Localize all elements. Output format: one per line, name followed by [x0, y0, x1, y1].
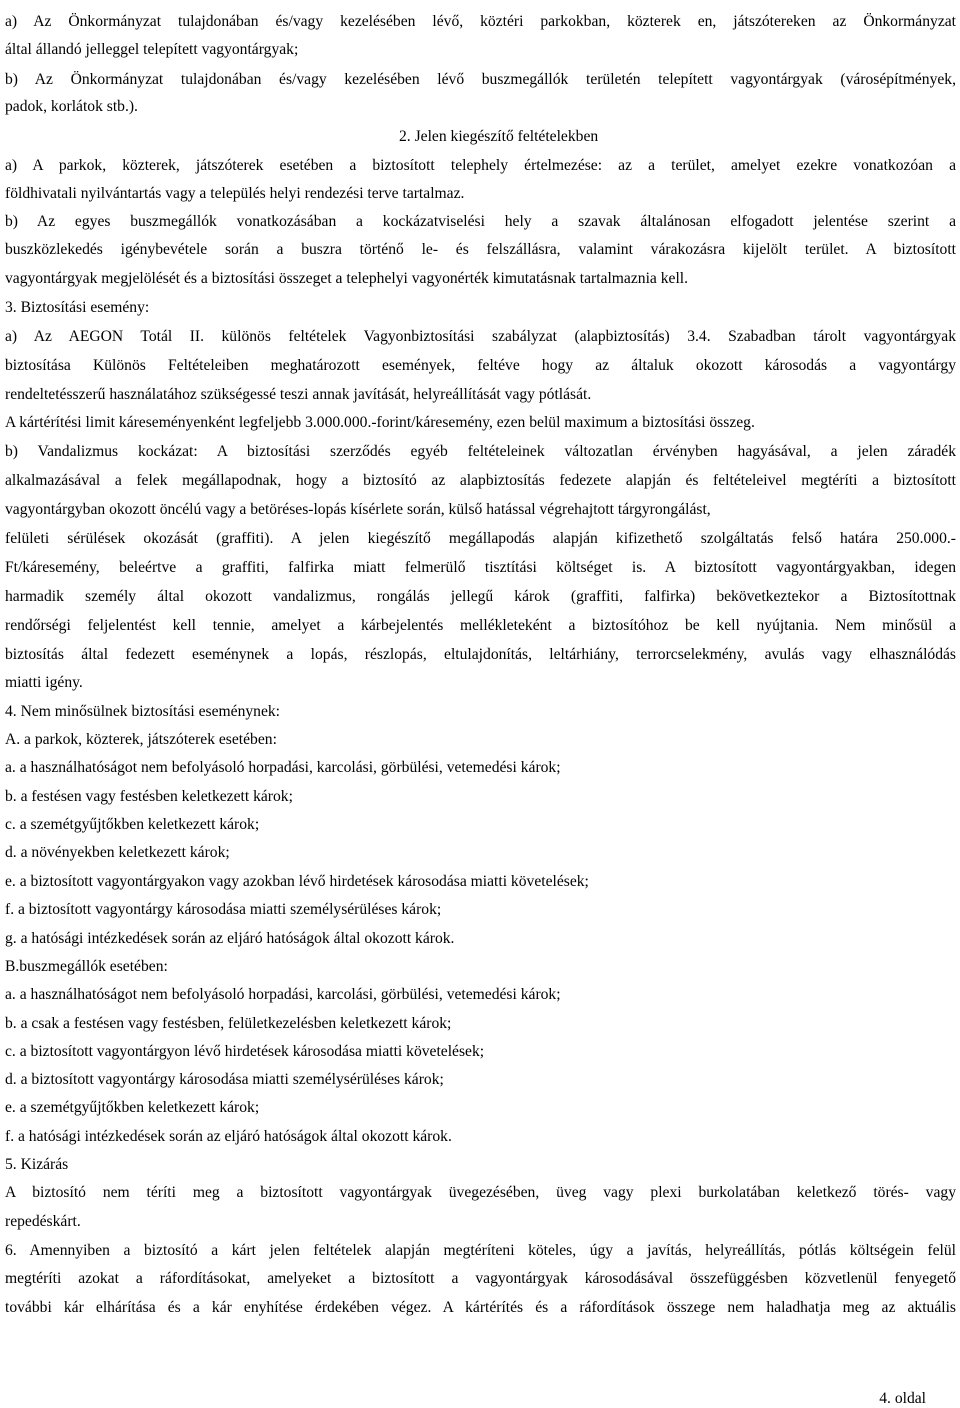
- text-line: 3. Biztosítási esemény:: [5, 299, 150, 316]
- text-line: g. a hatósági intézkedések során az eljáró hatóságok által okozott károk.: [5, 930, 455, 947]
- text-line: e. a szemétgyűjtőkben keletkezett károk;: [5, 1099, 260, 1116]
- text-line: b. a festésen vagy festésben keletkezett károk;: [5, 788, 293, 805]
- text-line: d. a biztosított vagyontárgy károsodása miatti személysérüléses károk;: [5, 1071, 444, 1088]
- text-line: c. a szemétgyűjtőkben keletkezett károk;: [5, 816, 260, 833]
- text-line: a) Az Önkormányzat tulajdonában és/vagy kezelésében lévő, köztéri parkokban, közterek en, játszótereken az Önkormányzat: [5, 13, 956, 30]
- text-line: 2. Jelen kiegészítő feltételekben: [399, 128, 599, 145]
- text-line: 4. Nem minősülnek biztosítási eseménynek:: [5, 703, 281, 720]
- text-line: a. a használhatóságot nem befolyásoló horpadási, karcolási, görbülési, vetemedési károk;: [5, 759, 561, 776]
- text-line: a) A parkok, közterek, játszóterek esetében a biztosított telephely értelmezése: az a terület, amelyet ezekre vonatkozóan a: [5, 157, 956, 174]
- text-line: által állandó jelleggel telepített vagyontárgyak;: [5, 41, 299, 58]
- text-line: harmadik személy által okozott vandalizmus, rongálás jellegű károk (graffiti, falfirka) bekövetkeztekor a Biztosítottnak: [5, 588, 956, 605]
- text-line: b) Az egyes buszmegállók vonatkozásában a kockázatviselési hely a szavak általánosan elfogadott jelentése szerint a: [5, 213, 956, 230]
- text-line: Ft/káresemény, beleértve a graffiti, falfirka miatt felmerülő tisztítási költséget is. A biztosított vagyontárgyakban, idegen: [5, 559, 956, 576]
- text-line: f. a hatósági intézkedések során az eljáró hatóságok által okozott károk.: [5, 1128, 452, 1145]
- text-line: A biztosító nem téríti meg a biztosított vagyontárgyak üvegezésében, üveg vagy plexi burkolatában keletkező törés- vagy: [5, 1184, 956, 1201]
- text-line: megtéríti azokat a ráfordításokat, amelyeket a biztosított a vagyontárgyak károsodásával összefüggésben közvetlenül fenyegető: [5, 1270, 956, 1287]
- text-line: felületi sérülések okozását (graffiti). A jelen kiegészítő megállapodás alapján kifizethető szolgáltatás felső határa 250.000.-: [5, 530, 956, 547]
- text-line: biztosítása Különös Feltételeiben meghatározott események, feltéve hogy az általuk okozott károsodás a vagyontárgy: [5, 357, 956, 374]
- text-line: b) Az Önkormányzat tulajdonában és/vagy kezelésében lévő buszmegállók területén telepített vagyontárgyak (városépítmények,: [5, 71, 956, 88]
- text-line: b) Vandalizmus kockázat: A biztosítási szerződés egyéb feltételeinek változatlan érvényben hagyásával, a jelen záradék: [5, 443, 956, 460]
- text-line: vagyontárgyban okozott öncélú vagy a betöréses-lopás kísérlete során, külső hatással végrehajtott tárgyrongálást,: [5, 501, 711, 518]
- text-line: B.buszmegállók esetében:: [5, 958, 168, 975]
- text-line: biztosítás által fedezett eseménynek a lopás, részlopás, eltulajdonítás, leltárhiány, terrorcselekmény, avulás vagy elhasználódás: [5, 646, 956, 663]
- text-line: repedéskárt.: [5, 1213, 81, 1230]
- text-line: miatti igény.: [5, 674, 83, 691]
- text-line: a. a használhatóságot nem befolyásoló horpadási, karcolási, görbülési, vetemedési károk;: [5, 986, 561, 1003]
- text-line: rendeltetésszerű használatához szükségessé teszi annak javítását, helyreállítását vagy pótlását.: [5, 386, 592, 403]
- text-line: A. a parkok, közterek, játszóterek esetében:: [5, 731, 277, 748]
- text-line: buszközlekedés igénybevétele során a buszra történő le- és felszállásra, valamint várakozásra kijelölt terület. A biztosított: [5, 241, 956, 258]
- text-line: rendőrségi feljelentést kell tennie, amelyet a kárbejelentés mellékleteként a biztosítóhoz be kell nyújtania. Nem minősül a: [5, 617, 956, 634]
- text-line: c. a biztosított vagyontárgyon lévő hirdetések károsodása miatti követelések;: [5, 1043, 485, 1060]
- text-line: 6. Amennyiben a biztosító a kárt jelen feltételek alapján megtéríteni köteles, úgy a javítás, helyreállítás, pótlás költségein felül: [5, 1242, 956, 1259]
- text-line: d. a növényekben keletkezett károk;: [5, 844, 230, 861]
- text-line: b. a csak a festésen vagy festésben, felületkezelésben keletkezett károk;: [5, 1015, 452, 1032]
- text-line: a) Az AEGON Totál II. különös feltételek Vagyonbiztosítási szabályzat (alapbiztosítás) 3.4. Szabadban tárolt vagyontárgyak: [5, 328, 956, 345]
- text-line: e. a biztosított vagyontárgyakon vagy azokban lévő hirdetések károsodása miatti követelések;: [5, 873, 589, 890]
- text-line: 5. Kizárás: [5, 1156, 69, 1173]
- text-line: további kár elhárítása és a kár enyhítése érdekében végez. A kártérítés és a ráfordítások összege nem haladhatja meg az aktuális: [5, 1299, 956, 1316]
- text-line: f. a biztosított vagyontárgy károsodása miatti személysérüléses károk;: [5, 901, 442, 918]
- text-line: padok, korlátok stb.).: [5, 98, 138, 115]
- text-line: földhivatali nyilvántartás vagy a település helyi rendezési terve tartalmaz.: [5, 185, 465, 202]
- text-line: alkalmazásával a felek megállapodnak, hogy a biztosító az alapbiztosítás fedezete alapján és feltételeivel megtéríti a biztosított: [5, 472, 956, 489]
- page-number: 4. oldal: [879, 1390, 926, 1407]
- text-line: A kártérítési limit káreseményenként legfeljebb 3.000.000.-forint/káresemény, ezen belül maximum a biztosítási összeg.: [5, 414, 755, 431]
- text-line: vagyontárgyak megjelölését és a biztosítási összeget a telephelyi vagyonérték kimutatásnak tartalmaznia kell.: [5, 270, 689, 287]
